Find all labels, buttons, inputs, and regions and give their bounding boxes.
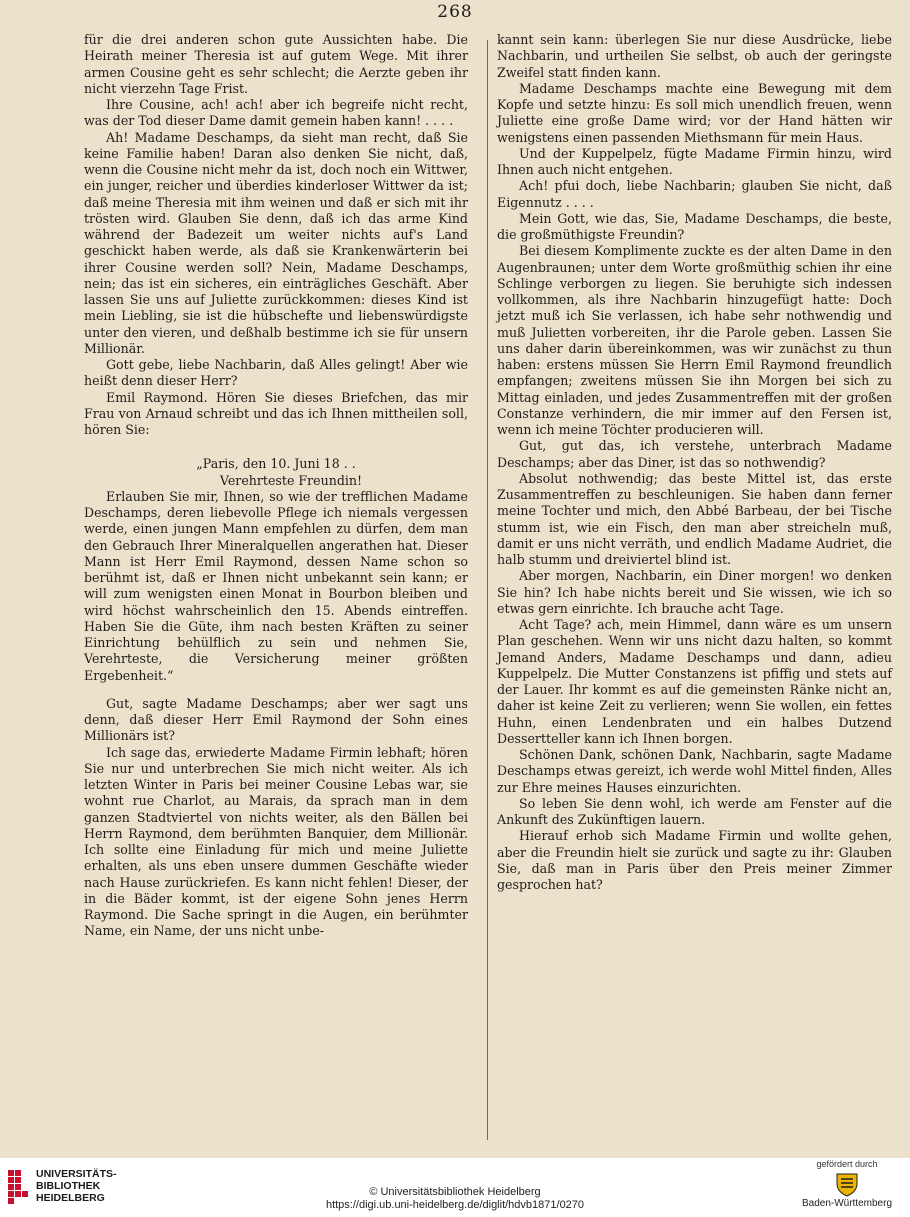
paragraph: Und der Kuppelpelz, fügte Madame Firmin hinzu, wird Ihnen auch nicht entgehen. bbox=[497, 145, 892, 177]
library-name-line-1: UNIVERSITÄTS- bbox=[36, 1168, 117, 1180]
paragraph: Mein Gott, wie das, Sie, Madame Deschamps, die beste, die großmüthigste Freundin? bbox=[497, 210, 892, 242]
funder-logo[interactable] bbox=[792, 1158, 902, 1216]
paragraph: Aber morgen, Nachbarin, ein Diner morgen! wo denken Sie hin? Ich habe nichts bereit und Sie wissen, wie ich so etwas gern einrichte. Ich brauche acht Tage. bbox=[497, 568, 892, 616]
library-name-line-3: HEIDELBERG bbox=[36, 1192, 105, 1204]
paragraph: Absolut nothwendig; das beste Mittel ist, das erste Zusammentreffen zu beschleunigen. Sie haben dann ferner meine Tochter und mich, den Abbé Barbeau, der bei Tische stumm ist, wie ein Fisch, den man aber streicheln muß, damit er uns nicht verräth, und endlich Madame Audriet, die halb stumm und dreiviertel blind ist. bbox=[497, 470, 892, 567]
right-text-column bbox=[497, 32, 892, 893]
paragraph: Gott gebe, liebe Nachbarin, daß Alles gelingt! Aber wie heißt denn dieser Herr? bbox=[84, 357, 468, 389]
paragraph: für die drei anderen schon gute Aussichten habe. Die Heirath meiner Theresia ist auf gutem Wege. Mit ihrer armen Cousine geht es sehr schlecht; die Aerzte geben ihr nicht vierzehn Tage Frist. bbox=[84, 32, 468, 96]
library-name-line-2: BIBLIOTHEK bbox=[36, 1180, 101, 1192]
paragraph: Erlauben Sie mir, Ihnen, so wie der trefflichen Madame Deschamps, deren liebevolle Pflege ich niemals vergessen werde, einen jungen Mann empfehlen zu dürfen, dem man den Gebrauch Ihrer Mineralquellen angerathen hat. Dieser Mann ist Herr Emil Raymond, dessen Name schon so berühmt ist, daß er Ihnen nicht unbekannt sein kann; er will zum wenigsten einen Monat in Bourbon bleiben und wird höchst wahrscheinlich den 15. Abends eintreffen. Haben Sie die Güte, ihm nach besten Kräften zu seiner Einrichtung behülflich zu sein und nehmen Sie, Verehrteste, die Versicherung meiner größten Ergebenheit.“ bbox=[84, 488, 468, 683]
left-text-column bbox=[84, 32, 468, 940]
paragraph: Madame Deschamps machte eine Bewegung mit dem Kopfe und setzte hinzu: Es soll mich unendlich freuen, wenn Juliette eine große Dame wird; vor der Hand hätten wir wenigstens einen passenden Miethsmann für mein Haus. bbox=[497, 80, 892, 145]
paragraph: Ah! Madame Deschamps, da sieht man recht, daß Sie keine Familie haben! Daran also denken Sie nicht, daß, wenn die Cousine nicht mehr da ist, doch noch ein Wittwer, ein junger, reicher und überdies kinderloser Wittwer da ist; daß meine Theresia mit ihm weinen und daß er sich mit ihr trösten wird. Glauben Sie denn, daß ich das arme Kind während der Badezeit um weiter nichts auf's Land geschickt haben werde, als daß sie Krankenwärterin bei ihrer Cousine werden soll? Nein, Madame Deschamps, nein; das ist ein sicheres, ein einträgliches Geschäft. Aber lassen Sie uns auf Juliette zurückkommen: dieses Kind ist mein Liebling, sie ist die hübschefte und liebenswürdigste unter den vieren, und deßhalb bestimme ich sie für unsern Millionär. bbox=[84, 129, 468, 356]
viewer-footer bbox=[0, 1158, 910, 1217]
paragraph: Verehrteste Freundin! bbox=[219, 472, 363, 488]
baden-wuerttemberg-crest-icon bbox=[834, 1171, 860, 1197]
paragraph: Hierauf erhob sich Madame Firmin und wollte gehen, aber die Freundin hielt sie zurück und sagte zu ihr: Glauben Sie, daß man in Paris über den Preis meiner Zimmer gesprochen hat? bbox=[497, 828, 892, 892]
paragraph: Gut, sagte Madame Deschamps; aber wer sagt uns denn, daß dieser Herr Emil Raymond der Sohn eines Millionärs ist? bbox=[84, 695, 468, 744]
funder-name: Baden-Württemberg bbox=[801, 1198, 893, 1209]
funded-by-label: gefördert durch bbox=[816, 1159, 878, 1169]
permalink-url[interactable]: https://digi.ub.uni-heidelberg.de/diglit/hdvb1871/0270 bbox=[325, 1199, 585, 1211]
paragraph: Acht Tage? ach, mein Himmel, dann wäre es um unsern Plan geschehen. Wenn wir uns nicht dazu halten, so kommt Jemand Anders, Madame Deschamps und dann, adieu Kuppelpelz. Die Mutter Constanzens ist pfiffig und stets auf der Lauer. Ihr kommt es auf die gemeinsten Ränke nicht an, daher ist keine Zeit zu verlieren; wenn Sie wollen, ein fettes Huhn, einen Lendenbraten und ein halbes Dutzend Dessertteller kann ich Ihnen borgen. bbox=[497, 617, 892, 746]
paragraph: Gut, gut das, ich verstehe, unterbrach Madame Deschamps; aber das Diner, ist das so nothwendig? bbox=[497, 438, 892, 470]
paragraph: Emil Raymond. Hören Sie dieses Briefchen, das mir Frau von Arnaud schreibt und das ich Ihnen mittheilen soll, hören Sie: bbox=[84, 389, 468, 437]
paragraph: Bei diesem Komplimente zuckte es der alten Dame in den Augenbraunen; unter dem Worte großmüthig schien ihr eine Schlinge verborgen zu liegen. Sie beruhigte sich indessen vollkommen, als ihre Nachbarin hinzugefügt hatte: Doch jetzt muß ich Sie verlassen, ich habe sehr nothwendig und muß Julietten vorbereiten, ihr die Parole geben. Lassen Sie uns daher darin übereinkommen, was wir zunächst zu thun haben: erstens müssen Sie Herrn Emil Raymond freundlich empfangen; zweitens müssen Sie ihn Morgen bei sich zu Mittag einladen, und jedes Zusammentreffen mit der großen Constanze verhindern, die mir immer auf den Fersen ist, wenn ich meine Töchter producieren will. bbox=[497, 243, 892, 437]
paragraph: „Paris, den 10. Juni 18 . . bbox=[196, 456, 356, 472]
copyright-notice: © Universitätsbibliothek Heidelberg bbox=[369, 1186, 541, 1198]
paragraph: So leben Sie denn wohl, ich werde am Fenster auf die Ankunft des Zukünftigen lauern. bbox=[497, 795, 892, 827]
paragraph: Ich sage das, erwiederte Madame Firmin lebhaft; hören Sie nur und unterbrechen Sie mich nicht weiter. Als ich letzten Winter in Paris bei meiner Cousine Lebas war, sie wohnt rue Charlot, au Marais, da sprach man in dem ganzen Stadtviertel von nichts weiter, als den Bällen bei Herrn Raymond, dem berühmten Banquier, dem Millionär. Ich sollte eine Einladung für mich und meine Juliette erhalten, als uns eben unsere dummen Geschäfte wieder nach Hause zurückriefen. Es kann nicht fehlen! Dieser, der in die Bäder kommt, ist der eigene Sohn jenes Herrn Raymond. Die Sache springt in die Augen, ein berühmter Name, ein Name, der uns nicht unbe- bbox=[84, 744, 468, 939]
page-number: 268 bbox=[437, 2, 473, 22]
paragraph: Ach! pfui doch, liebe Nachbarin; glauben Sie nicht, daß Eigennutz . . . . bbox=[497, 178, 892, 210]
column-divider bbox=[487, 40, 488, 1140]
paragraph: Schönen Dank, schönen Dank, Nachbarin, sagte Madame Deschamps etwas gereizt, ich werde wohl Mittel finden, Alles zur Ehre meines Hauses einzurichten. bbox=[497, 747, 892, 795]
paragraph: Ihre Cousine, ach! ach! aber ich begreife nicht recht, was der Tod dieser Dame damit gemein haben kann! . . . . bbox=[84, 97, 468, 129]
paragraph: kannt sein kann: überlegen Sie nur diese Ausdrücke, liebe Nachbarin, und urtheilen Sie selbst, ob auch der geringste Zweifel statt finden kann. bbox=[497, 32, 892, 80]
